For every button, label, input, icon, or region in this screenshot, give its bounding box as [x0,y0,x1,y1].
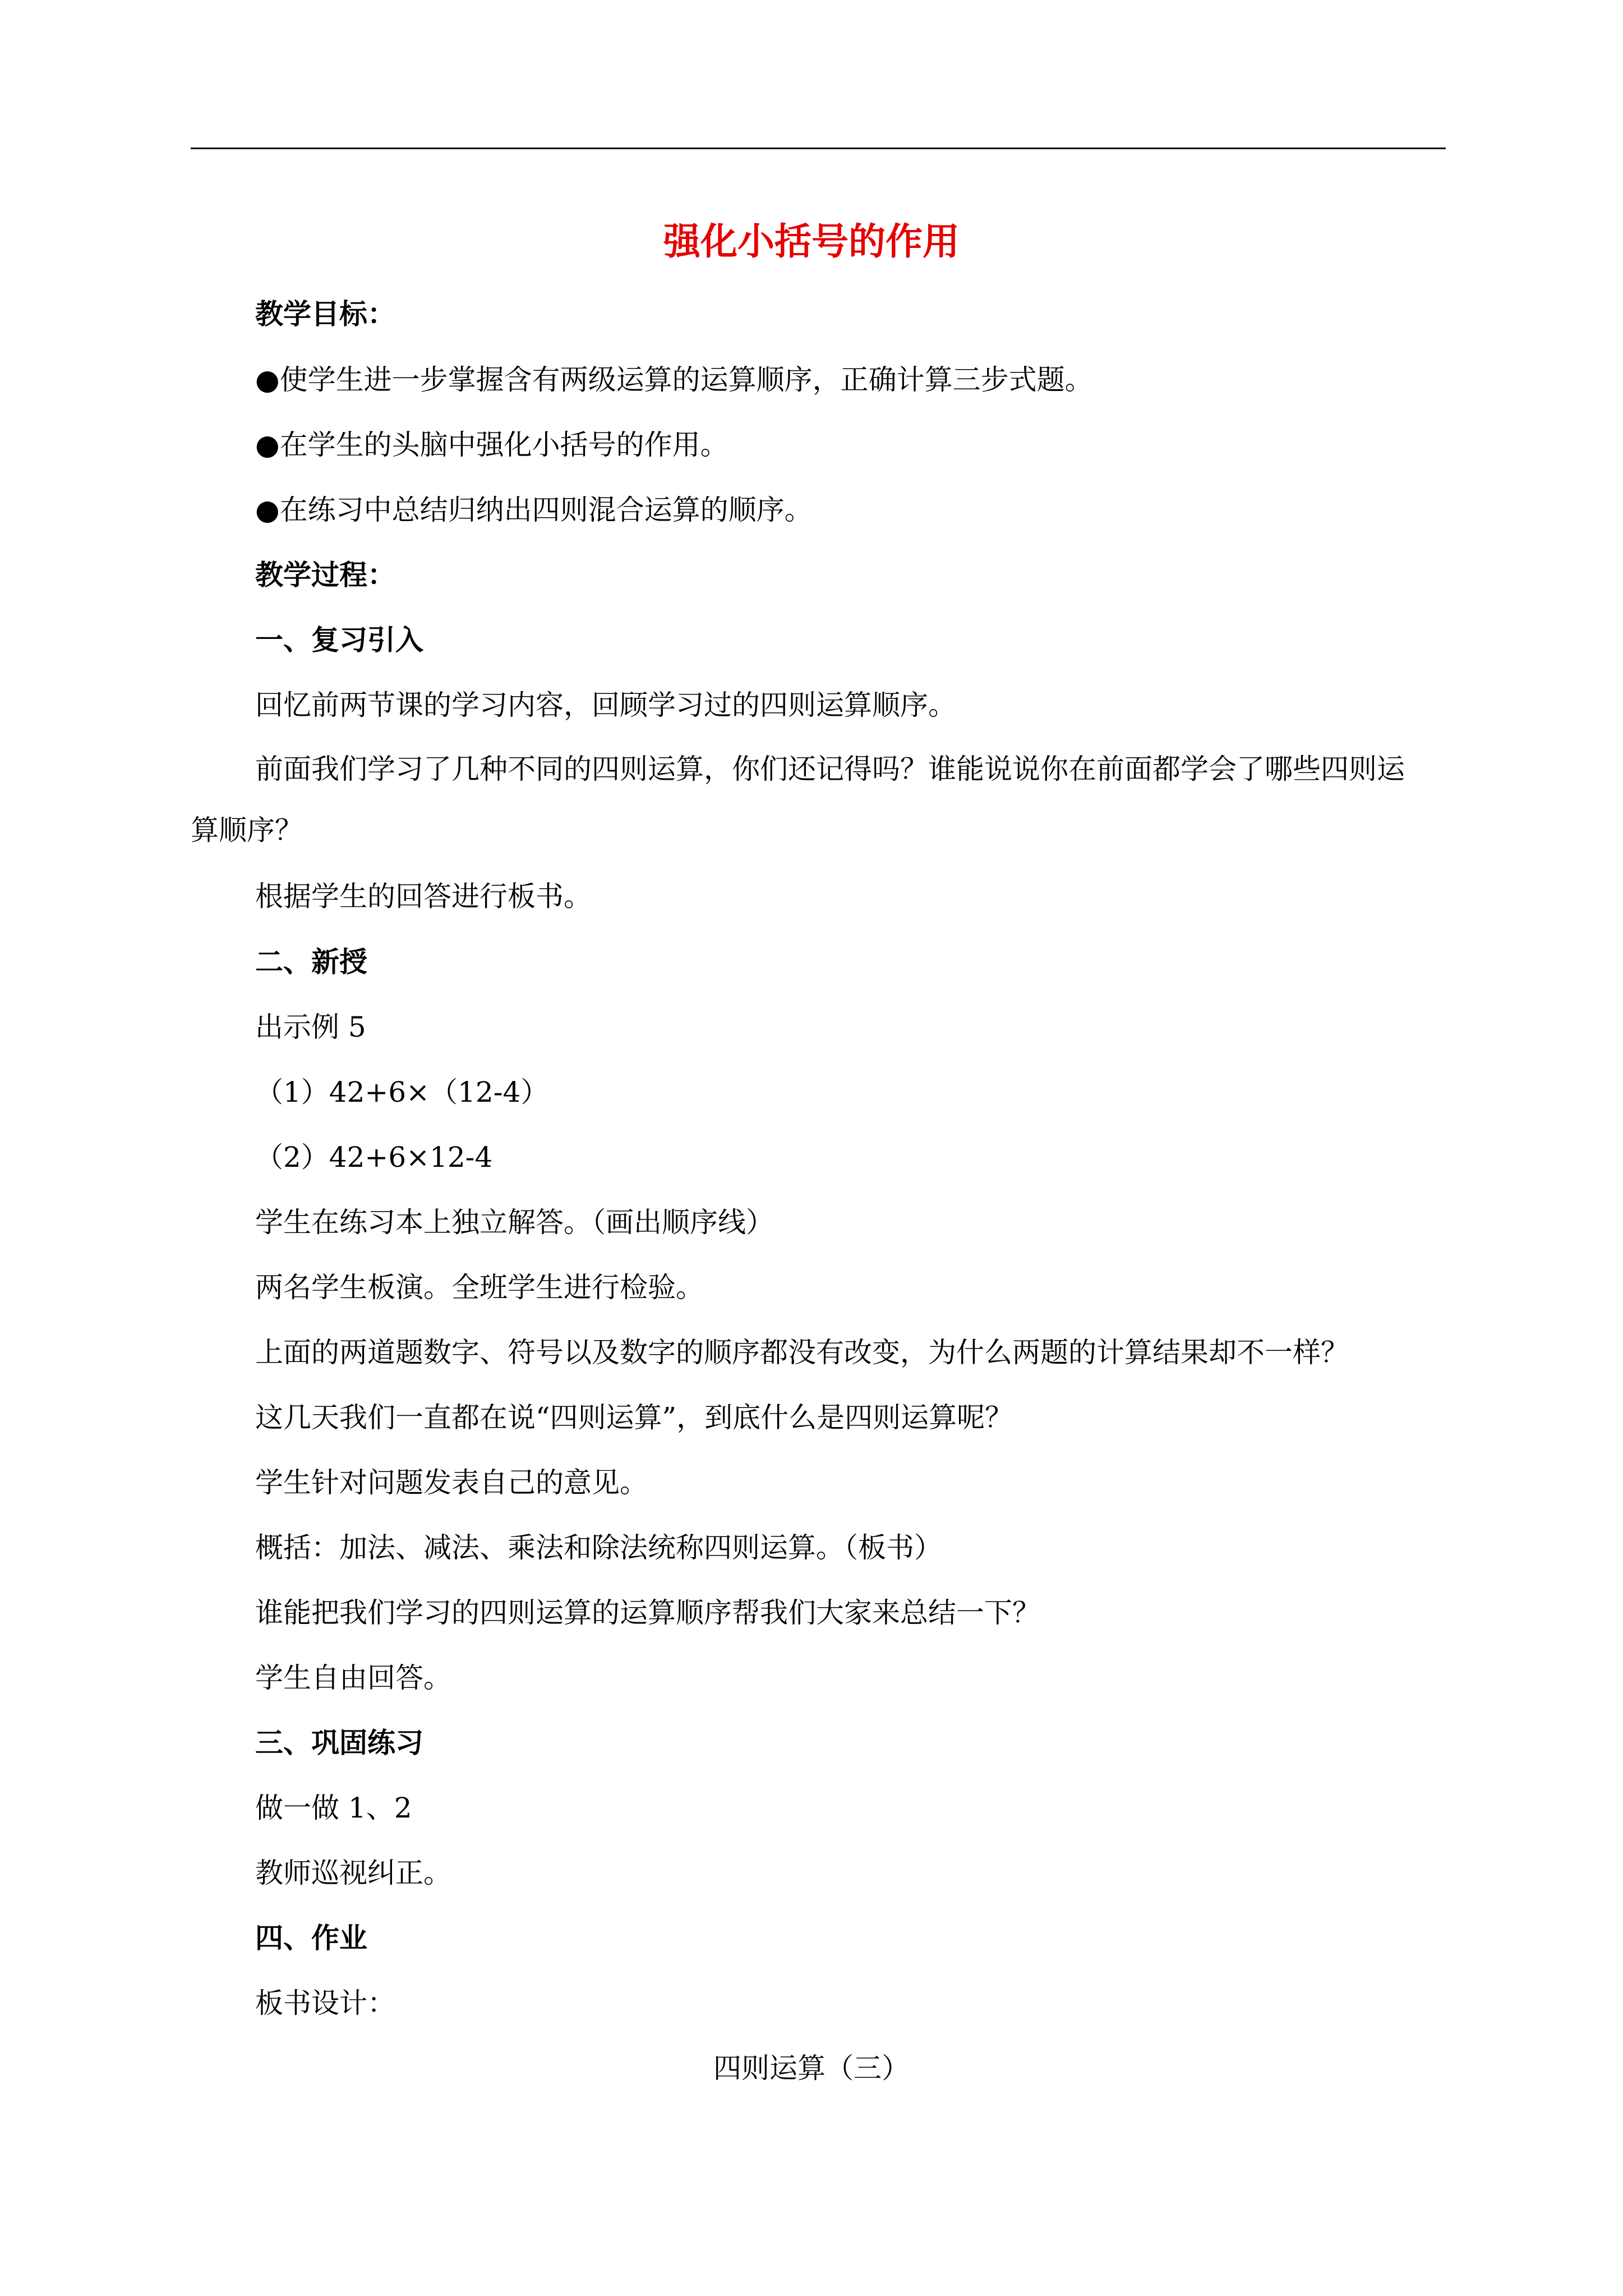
header-rule [191,148,1446,149]
subsection-heading-new: 二、新授 [255,945,367,978]
subsection-heading-homework: 四、作业 [255,1921,367,1954]
board-design-title: 四则运算（三） [713,2052,910,2085]
section-heading-process: 教学过程： [255,558,395,591]
paragraph: 教师巡视纠正。 [255,1857,451,1889]
paragraph: 概括：加法、减法、乘法和除法统称四则运算。（板书） [255,1531,942,1564]
paragraph: 谁能把我们学习的四则运算的运算顺序帮我们大家来总结一下？ [255,1596,1040,1629]
paragraph: 根据学生的回答进行板书。 [255,880,592,913]
goal-item-3: ●在练习中总结归纳出四则混合运算的顺序。 [255,494,813,526]
paragraph: 上面的两道题数字、符号以及数字的顺序都没有改变，为什么两题的计算结果却不一样？ [255,1336,1349,1369]
paragraph: 前面我们学习了几种不同的四则运算，你们还记得吗？谁能说说你在前面都学会了哪些四则运 [255,753,1405,785]
paragraph: 回忆前两节课的学习内容，回顾学习过的四则运算顺序。 [255,689,956,721]
paragraph: 出示例 5 [255,1011,366,1043]
subsection-heading-review: 一、复习引入 [255,623,423,656]
paragraph-continuation: 算顺序？ [191,814,303,846]
subsection-heading-practice: 三、巩固练习 [255,1726,423,1759]
page-title: 强化小括号的作用 [663,219,960,263]
paragraph: 学生针对问题发表自己的意见。 [255,1466,648,1499]
math-expression-1: （1）42+6×（12-4） [255,1076,549,1108]
paragraph: 学生自由回答。 [255,1662,451,1694]
paragraph: 做一做 1、2 [255,1792,412,1824]
paragraph: 两名学生板演。全班学生进行检验。 [255,1271,704,1304]
paragraph: 板书设计： [255,1987,395,2019]
goal-item-1: ●使学生进一步掌握含有两级运算的运算顺序，正确计算三步式题。 [255,364,1093,396]
math-expression-2: （2）42+6×12-4 [255,1141,493,1174]
paragraph: 这几天我们一直都在说“四则运算”，到底什么是四则运算呢？ [255,1401,1013,1434]
paragraph: 学生在练习本上独立解答。（画出顺序线） [255,1206,774,1239]
goal-item-2: ●在学生的头脑中强化小括号的作用。 [255,429,728,461]
section-heading-goals: 教学目标： [255,297,395,330]
